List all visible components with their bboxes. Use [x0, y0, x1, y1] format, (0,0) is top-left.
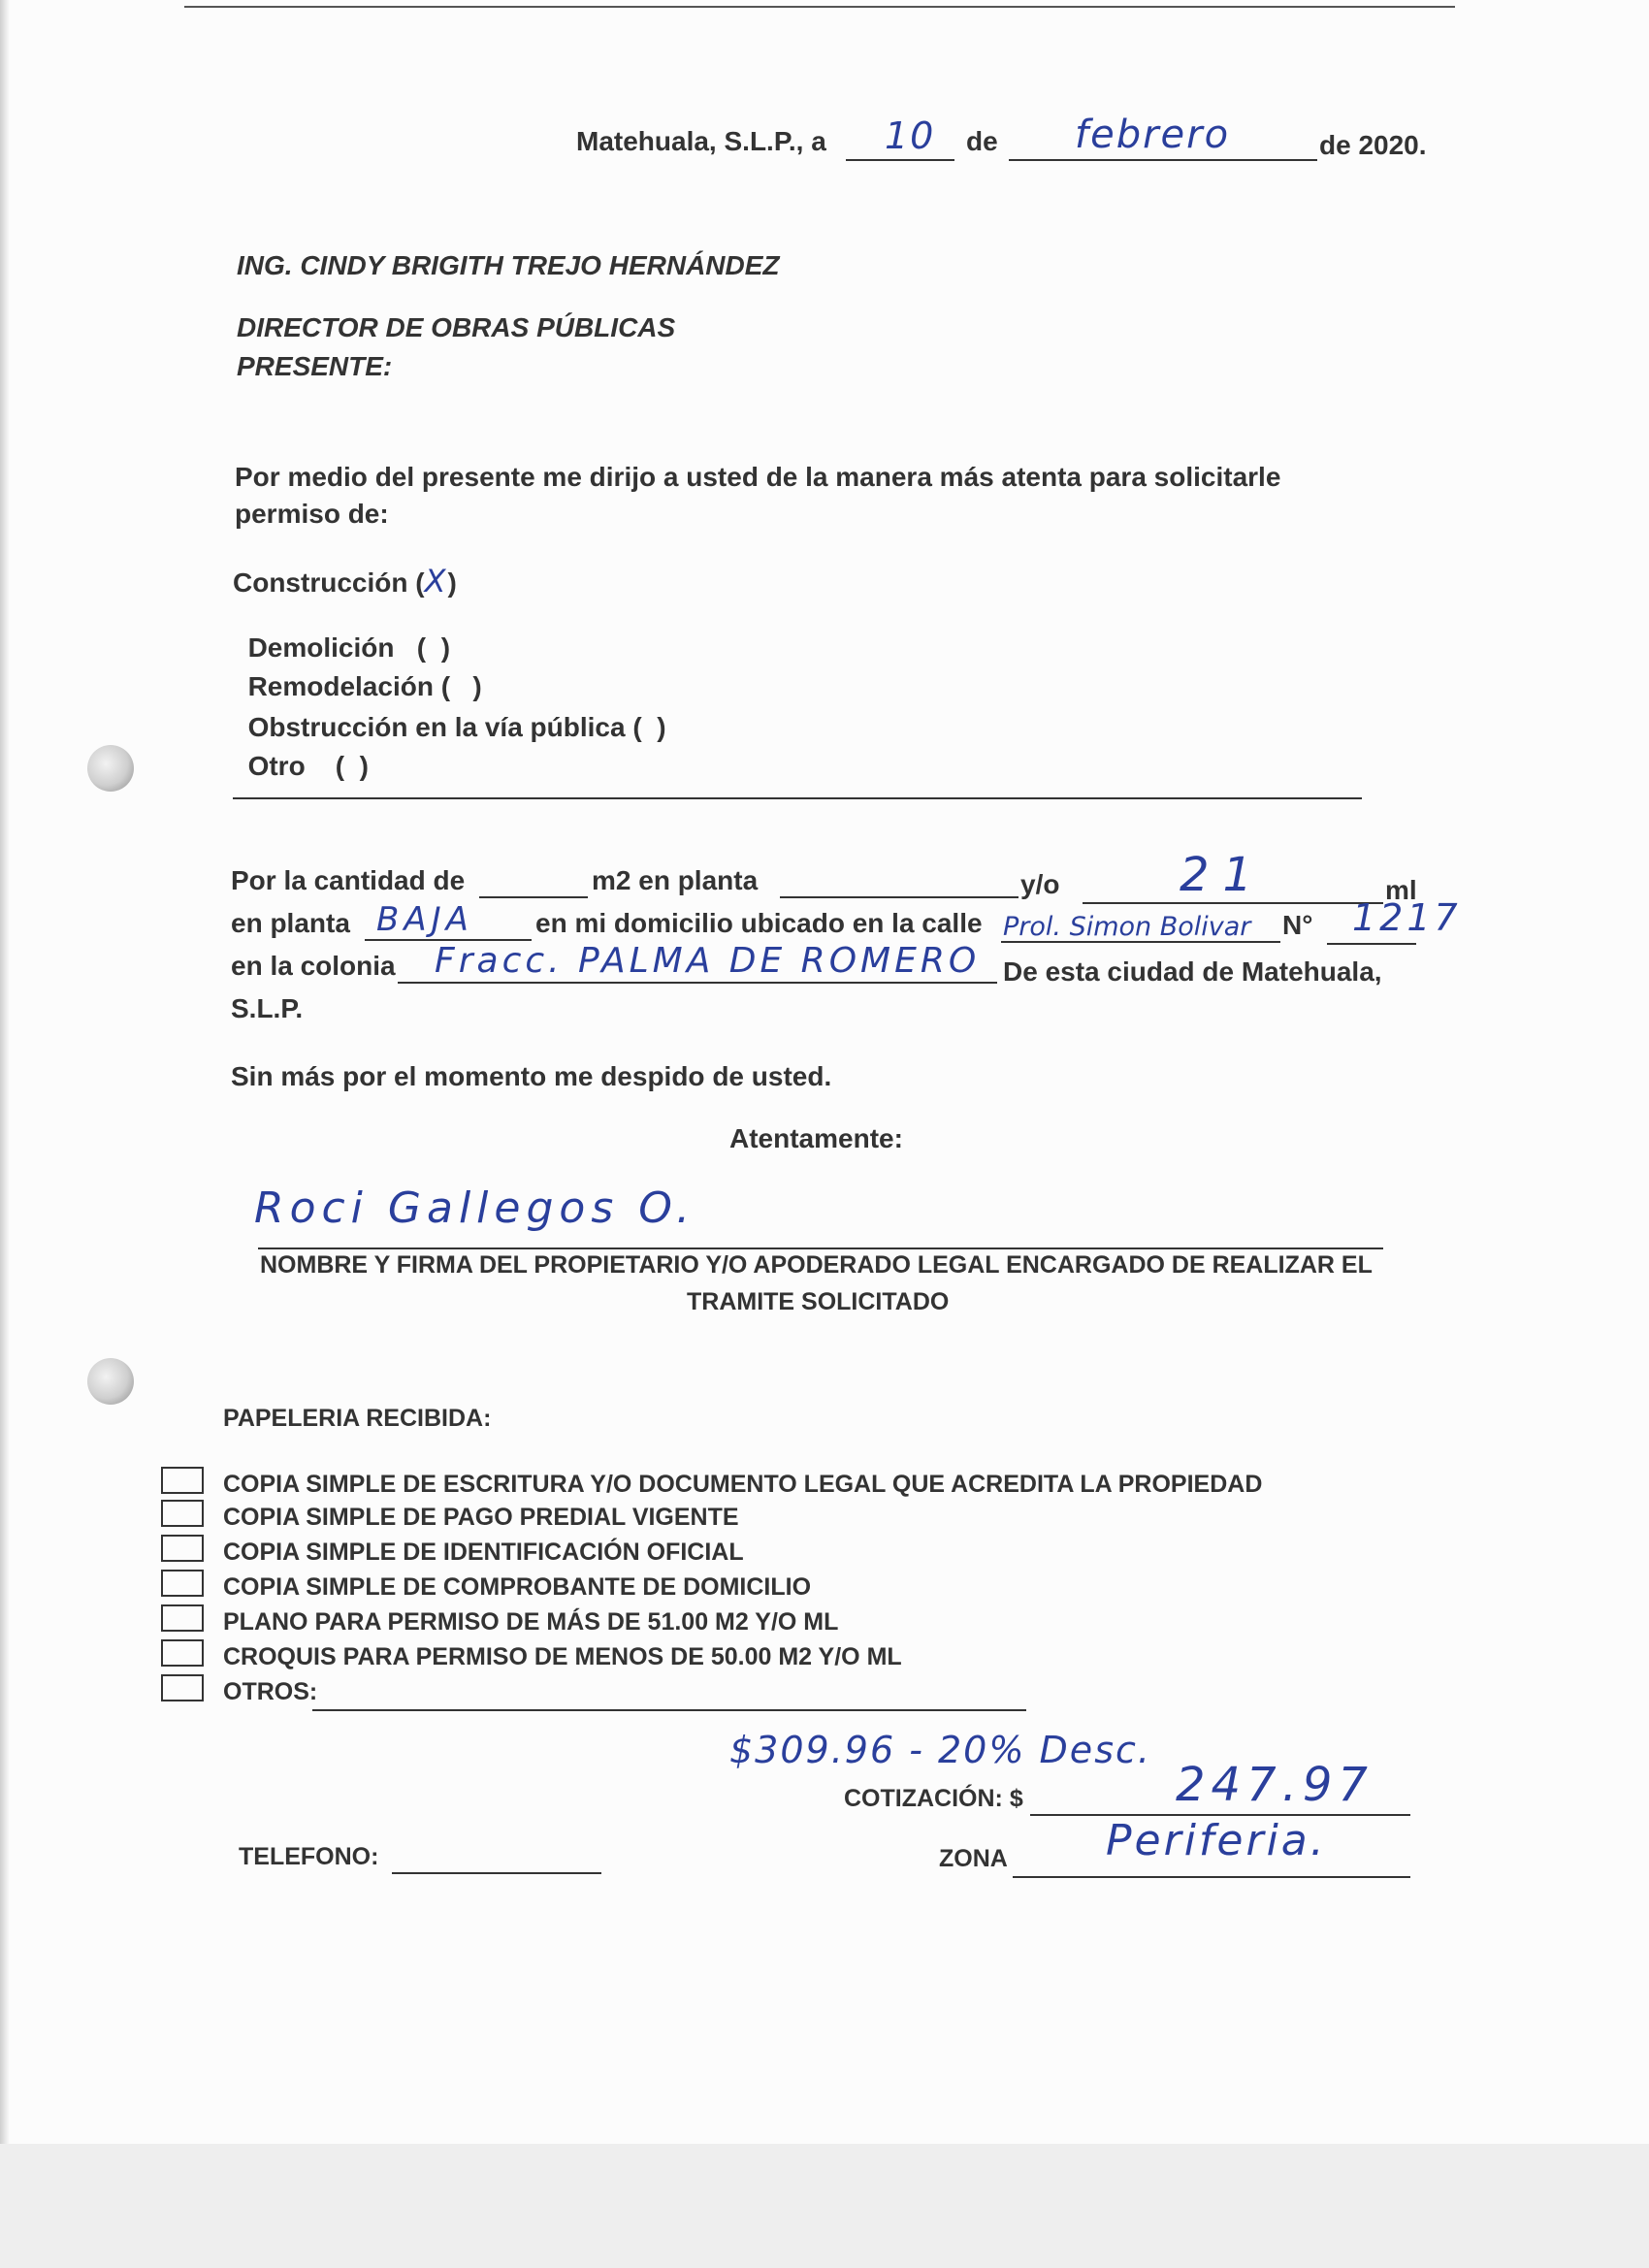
ml-line — [1083, 902, 1383, 904]
qty-text-8: en la colonia — [231, 951, 396, 981]
scan-bottom-band — [0, 2144, 1649, 2268]
zona-line — [1013, 1876, 1410, 1878]
papeleria-item: COPIA SIMPLE DE IDENTIFICACIÓN OFICIAL — [223, 1539, 744, 1566]
cotizacion-label: COTIZACIÓN: $ — [844, 1785, 1023, 1812]
recipient-presente: PRESENTE: — [237, 351, 393, 381]
papeleria-item: COPIA SIMPLE DE PAGO PREDIAL VIGENTE — [223, 1504, 739, 1531]
punch-hole-bottom — [87, 1358, 134, 1405]
planta-line — [780, 896, 1018, 898]
permit-label: Remodelación ( — [247, 671, 451, 701]
cotizacion-value: 247.97 — [1176, 1758, 1374, 1812]
month-line — [1009, 159, 1317, 161]
signature-caption-2: TRAMITE SOLICITADO — [687, 1288, 950, 1315]
otro-line — [233, 797, 1362, 799]
calle-value: Prol. Simon Bolivar — [1003, 912, 1251, 942]
zona-value: Periferia. — [1106, 1816, 1327, 1865]
papeleria-checkbox[interactable] — [161, 1570, 204, 1597]
qty-text-7: N° — [1282, 910, 1313, 940]
signature-line — [258, 1247, 1383, 1249]
recipient-name: ING. CINDY BRIGITH TREJO HERNÁNDEZ — [237, 250, 780, 280]
permit-close: ) — [440, 632, 451, 663]
papeleria-checkbox[interactable] — [161, 1639, 204, 1667]
recipient-title: DIRECTOR DE OBRAS PÚBLICAS — [237, 312, 676, 342]
papeleria-item: OTROS: — [223, 1678, 318, 1705]
papeleria-item: COPIA SIMPLE DE COMPROBANTE DE DOMICILIO — [223, 1573, 812, 1601]
papeleria-checkbox[interactable] — [161, 1674, 204, 1701]
papeleria-checkbox[interactable] — [161, 1467, 204, 1494]
telefono-label: TELEFONO: — [239, 1843, 379, 1870]
permit-close: ) — [472, 671, 482, 701]
permit-label: Demolición ( — [247, 632, 427, 663]
signature-caption-1: NOMBRE Y FIRMA DEL PROPIETARIO Y/O APODERADO LEGAL ENCARGADO DE REALIZAR EL — [260, 1251, 1373, 1279]
otros-line — [312, 1709, 1026, 1711]
scan-top-edge — [184, 6, 1455, 8]
permit-close: ) — [447, 567, 457, 598]
permit-construccion — [233, 563, 457, 599]
permit-close: ) — [359, 751, 369, 781]
qty-text-2: m2 en planta — [592, 865, 759, 895]
papeleria-item: COPIA SIMPLE DE ESCRITURA Y/O DOCUMENTO LEGAL QUE ACREDITA LA PROPIEDAD — [223, 1471, 1263, 1498]
atentamente-text: Atentamente: — [729, 1123, 903, 1153]
m2-line — [479, 896, 588, 898]
qty-text-6: en mi domicilio ubicado en la calle — [535, 908, 983, 938]
qty-text-5: en planta — [231, 908, 350, 938]
papeleria-item: CROQUIS PARA PERMISO DE MENOS DE 50.00 M2 Y/O ML — [223, 1643, 902, 1670]
calc-note: $309.96 - 20% Desc. — [729, 1729, 1151, 1771]
signature-value: Roci Gallegos O. — [254, 1183, 696, 1233]
date-place-prefix: Matehuala, S.L.P., a — [576, 126, 826, 156]
punch-hole-top — [87, 745, 134, 792]
date-de-label: de — [966, 126, 998, 156]
zona-label: ZONA — [939, 1845, 1008, 1872]
planta-value: BAJA — [376, 900, 473, 939]
qty-text-3: y/o — [1020, 869, 1060, 899]
permit-otro — [233, 720, 369, 782]
intro-line-1: Por medio del presente me dirijo a usted de la manera más atenta para solicitarle — [235, 462, 1281, 492]
qty-text-4: ml — [1385, 875, 1417, 905]
qty-text-9: De esta ciudad de Matehuala, — [1003, 956, 1382, 987]
permit-label: Construcción ( — [233, 567, 425, 598]
colonia-value: Fracc. PALMA DE ROMERO — [435, 941, 981, 981]
year-text: de 2020. — [1319, 130, 1427, 160]
permit-mark: X — [424, 563, 448, 599]
farewell-text: Sin más por el momento me despido de usted. — [231, 1061, 832, 1091]
qty-text-10: S.L.P. — [231, 993, 304, 1023]
colonia-line — [398, 982, 997, 984]
telefono-line[interactable] — [392, 1872, 601, 1874]
ml-value: 21 — [1180, 848, 1267, 902]
numero-line — [1327, 943, 1416, 945]
day-line — [846, 159, 954, 161]
papeleria-checkbox[interactable] — [161, 1535, 204, 1562]
papeleria-heading: PAPELERIA RECIBIDA: — [223, 1405, 492, 1432]
day-value: 10 — [885, 114, 936, 157]
numero-value: 1217 — [1352, 896, 1462, 939]
papeleria-checkbox[interactable] — [161, 1500, 204, 1527]
intro-line-2: permiso de: — [235, 499, 389, 529]
papeleria-checkbox[interactable] — [161, 1604, 204, 1632]
qty-text-1: Por la cantidad de — [231, 865, 466, 895]
papeleria-item: PLANO PARA PERMISO DE MÁS DE 51.00 M2 Y/O ML — [223, 1608, 839, 1636]
scan-left-edge — [0, 0, 10, 2268]
permit-label: Obstrucción en la vía pública ( — [247, 712, 642, 742]
month-value: febrero — [1075, 113, 1231, 157]
permit-close: ) — [657, 712, 666, 742]
permit-label: Otro ( — [247, 751, 345, 781]
